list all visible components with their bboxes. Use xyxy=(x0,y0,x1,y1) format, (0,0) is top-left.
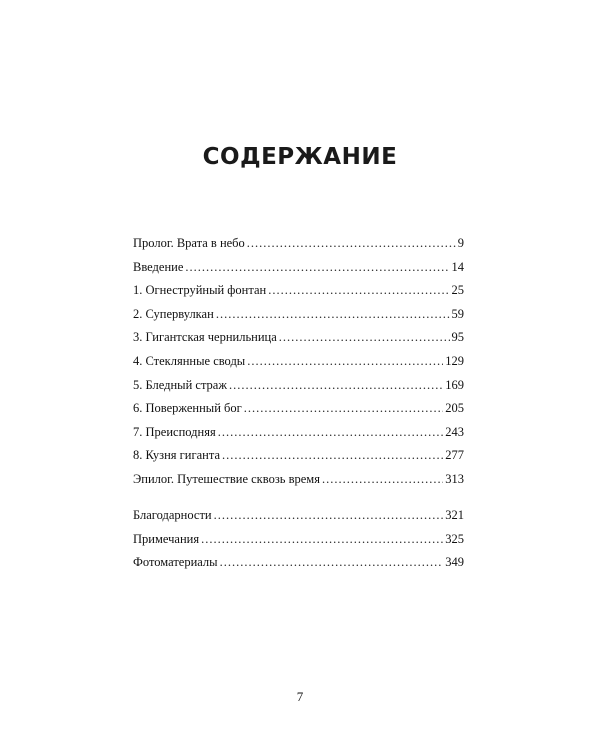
toc-entry-page: 59 xyxy=(451,306,464,321)
toc-entry xyxy=(133,446,464,470)
toc-entry-title: Примечания xyxy=(133,531,200,546)
toc-entry-title: Фотоматериалы xyxy=(133,555,218,570)
toc-entry-title: 4. Стеклянные своды xyxy=(133,353,246,368)
toc-entry-page: 321 xyxy=(445,508,464,522)
toc-entry xyxy=(133,423,464,447)
toc-entry-title: 8. Кузня гиганта xyxy=(133,448,220,463)
toc-entry xyxy=(133,234,464,258)
toc-entry-title: Благодарности xyxy=(133,508,212,522)
toc-entry xyxy=(133,399,464,423)
dot-leader xyxy=(279,328,450,346)
toc-entry-page: 243 xyxy=(445,424,464,439)
dot-leader xyxy=(268,281,449,299)
toc-entry-page: 169 xyxy=(445,377,464,392)
dot-leader xyxy=(201,530,443,548)
toc-entry-title: Введение xyxy=(133,259,184,274)
toc-entry-page: 25 xyxy=(451,283,464,298)
toc-entry-title: 7. Преисподняя xyxy=(133,424,216,439)
toc-entry xyxy=(133,281,464,305)
toc-main-list xyxy=(133,234,464,494)
dot-leader xyxy=(222,446,443,464)
toc-entry-title: 2. Супервулкан xyxy=(133,306,214,321)
toc-entry xyxy=(133,553,464,577)
dot-leader xyxy=(216,305,450,323)
toc-entry-page: 14 xyxy=(451,259,464,274)
toc-entry-page: 349 xyxy=(445,555,464,570)
toc-entry xyxy=(133,376,464,400)
toc-back-matter-list xyxy=(133,506,464,577)
toc-entry-page: 205 xyxy=(445,401,464,416)
toc-entry xyxy=(133,352,464,376)
toc-entry-page: 277 xyxy=(445,448,464,463)
toc-entry xyxy=(133,530,464,554)
toc-entry-page: 9 xyxy=(457,236,464,250)
dot-leader xyxy=(244,399,443,417)
toc-entry-page: 325 xyxy=(445,531,464,546)
toc-entry xyxy=(133,328,464,352)
dot-leader xyxy=(218,423,444,441)
page-number: 7 xyxy=(296,689,304,704)
dot-leader xyxy=(322,470,443,488)
toc-entry-title: Эпилог. Путешествие сквозь время xyxy=(133,471,320,486)
toc-entry-page: 129 xyxy=(445,353,464,368)
dot-leader xyxy=(185,258,449,276)
page-title: СОДЕРЖАНИЕ xyxy=(202,144,398,170)
toc-entry-page: 313 xyxy=(445,471,464,486)
toc-entry xyxy=(133,305,464,329)
dot-leader xyxy=(229,376,443,394)
dot-leader xyxy=(214,506,444,524)
toc-entry-page: 95 xyxy=(451,330,464,345)
toc-entry-title: 1. Огнеструйный фонтан xyxy=(133,283,267,298)
dot-leader xyxy=(247,352,443,370)
toc-entry xyxy=(133,506,464,530)
dot-leader xyxy=(247,234,456,252)
toc-entry xyxy=(133,258,464,282)
toc-entry-title: Пролог. Врата в небо xyxy=(133,236,245,250)
toc-entry-title: 5. Бледный страж xyxy=(133,377,227,392)
dot-leader xyxy=(220,553,444,571)
toc-entry-title: 6. Поверженный бог xyxy=(133,401,242,416)
toc-entry-title: 3. Гигантская чернильница xyxy=(133,330,277,345)
toc-entry xyxy=(133,470,464,494)
